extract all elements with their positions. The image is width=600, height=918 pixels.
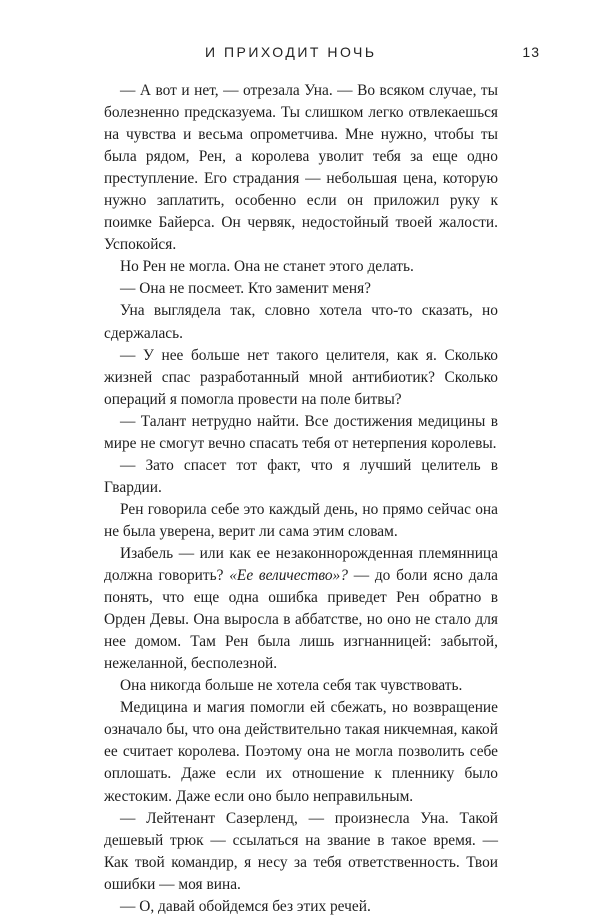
paragraph-8: Рен говорила себе это каждый день, но прямо сейчас она не была уверена, верит ли сама этим словам. [104,500,498,540]
running-title: И ПРИХОДИТ НОЧЬ [205,44,377,60]
paragraph-9 [104,543,498,675]
paragraph-2: Но Рен не могла. Она не станет этого делать. [120,258,414,276]
paragraph-4: Уна выглядела так, словно хотела что-то сказать, но сдержалась. [104,302,498,342]
emphasized-phrase: «Ее величество»? [229,567,348,585]
paragraph-1: — А вот и нет, — отрезала Уна. — Во всяком случае, ты болезненно предсказуема. Ты слишком легко отвлекаешься на чувства и весьма опрометчива. Мне нужно, чтобы ты была рядом, Рен, а королева уволит тебя за еще одно преступление. Его страдания — небольшая цена, которую нужно заплатить, особенно если он приложил руку к поимке Байерса. Он червяк, недостойный твоей жалости. Успокойся. [104,82,498,254]
paragraph-13: — О, давай обойдемся без этих речей. [120,897,371,915]
paragraph-7: — Зато спасет тот факт, что я лучший целитель в Гвардии. [104,456,498,496]
paragraph-3: — Она не посмеет. Кто заменит меня? [120,280,371,298]
paragraph-11: Медицина и магия помогли ей сбежать, но возвращение означало бы, что она действительно такая никчемная, какой ее считает королева. Поэтому она не могла позволить себе оплошать. Даже если их отношение к пленнику было жестоким. Даже если оно было неправильным. [104,699,498,805]
paragraph-12: — Лейтенант Сазерленд, — произнесла Уна. Такой дешевый трюк — ссылаться на звание в такое время. — Как твой командир, я несу за тебя ответственность. Твои ошибки — моя вина. [104,809,498,893]
page-number: 13 [522,44,540,60]
paragraph-6: — Талант нетрудно найти. Все достижения медицины в мире не смогут вечно спасать тебя от нетерпения королевы. [104,412,498,452]
body-text [104,80,498,918]
paragraph-10: Она никогда больше не хотела себя так чувствовать. [120,677,463,695]
paragraph-9-start: Изабель — или как ее незаконнорожденная племянница должна говорить? [104,544,498,585]
paragraph-5: — У нее больше нет такого целителя, как я. Сколько жизней спас разработанный мной антибиотик? Сколько операций я помогла провести на поле битвы? [104,346,498,408]
paragraph-9-end: — до боли ясно дала понять, что еще одна ошибка приведет Рен обратно в Орден Девы. Она выросла в аббатстве, но оно не стало для нее домом. Там Рен была лишь изгнанницей: забытой, нежеланной, бесполезной. [104,567,499,673]
